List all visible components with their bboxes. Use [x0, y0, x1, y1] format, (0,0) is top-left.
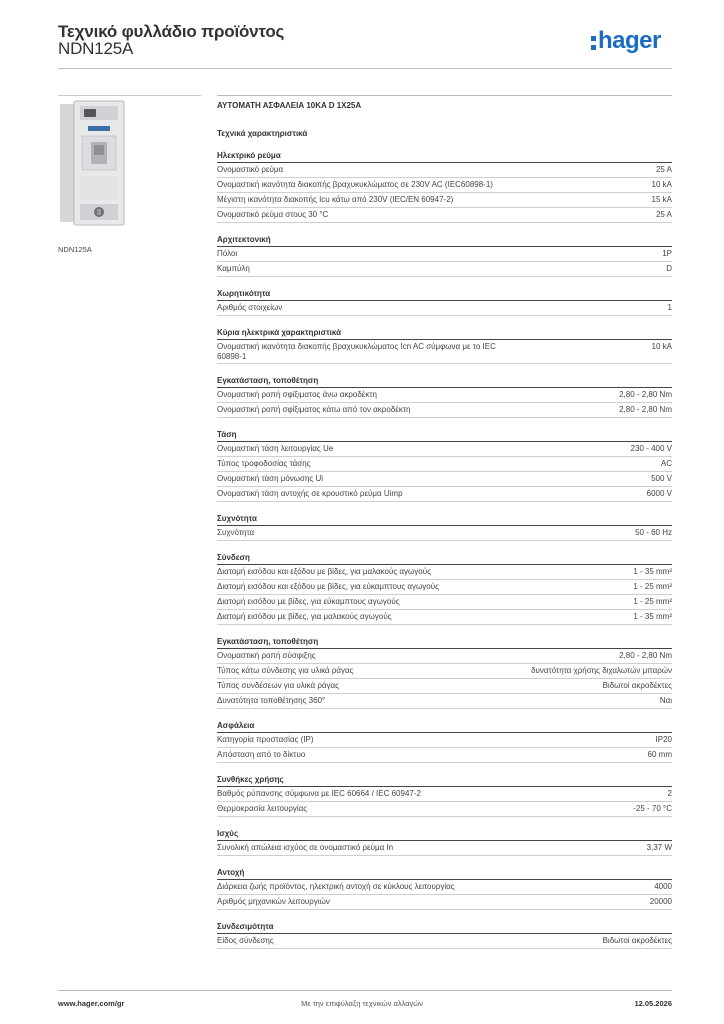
section-title: Συχνότητα: [217, 513, 672, 526]
spec-row: [217, 787, 672, 802]
spec-row: [217, 208, 672, 223]
spec-section: [217, 636, 672, 709]
spec-label: Αριθμός στοιχείων: [217, 303, 283, 312]
spec-row: [217, 880, 672, 895]
spec-row: [217, 733, 672, 748]
spec-section: [217, 552, 672, 625]
spec-section: [217, 150, 672, 223]
spec-main: [217, 95, 672, 949]
spec-row: [217, 595, 672, 610]
spec-label: Διατομή εισόδου με βίδες, για εύκαμπτους αγωγούς: [217, 597, 400, 606]
header-divider: [58, 68, 672, 69]
spec-section: [217, 375, 672, 418]
section-title: Κύρια ηλεκτρικά χαρακτηριστικά: [217, 327, 672, 340]
section-title: Ισχύς: [217, 828, 672, 841]
spec-row: [217, 457, 672, 472]
product-image-svg: [58, 96, 201, 239]
spec-label: Διατομή εισόδου και εξόδου με βίδες, για εύκαμπτους αγωγούς: [217, 582, 439, 591]
spec-row: [217, 679, 672, 694]
spec-label: Ονομαστική ροπή σφίξιματος κάτω από τον ακροδέκτη: [217, 405, 411, 414]
spec-value: Βιδωτοί ακροδέκτες: [602, 681, 672, 690]
spec-value: 50 - 60 Hz: [635, 528, 672, 537]
section-title: Τάση: [217, 429, 672, 442]
spec-value: 10 kA: [651, 342, 672, 351]
spec-label: Ονομαστικό ρεύμα στους 30 °C: [217, 210, 329, 219]
spec-section: [217, 720, 672, 763]
section-title: Σύνδεση: [217, 552, 672, 565]
spec-row: [217, 472, 672, 487]
spec-row: [217, 526, 672, 541]
spec-label: Μέγιστη ικανότητα διακοπής Icu κάτω από 230V (IEC/EN 60947-2): [217, 195, 454, 204]
section-title: Συνδεσιμότητα: [217, 921, 672, 934]
spec-label: Συχνότητα: [217, 528, 255, 537]
document-title: Τεχνικό φυλλάδιο προϊόντος: [58, 22, 285, 41]
spec-label: Συνολική απώλεια ισχύος σε ονομαστικό ρεύμα In: [217, 843, 394, 852]
section-title: Εγκατάσταση, τοποθέτηση: [217, 636, 672, 649]
spec-row: [217, 565, 672, 580]
spec-value: 10 kA: [651, 180, 672, 189]
spec-section: [217, 921, 672, 949]
spec-row: [217, 193, 672, 208]
spec-value: AC: [660, 459, 672, 468]
spec-row: [217, 262, 672, 277]
spec-label: Δυνατότητα τοποθέτησης 360°: [217, 696, 326, 705]
spec-value: Ναι: [659, 696, 672, 705]
spec-value: 1 - 35 mm²: [633, 567, 672, 576]
spec-label: Διατομή εισόδου και εξόδου με βίδες, για μαλακούς αγωγούς: [217, 567, 431, 576]
spec-value: 500 V: [651, 474, 672, 483]
spec-label: Κατηγορία προστασίας (IP): [217, 735, 314, 744]
spec-value: 25 A: [655, 210, 672, 219]
spec-row: [217, 388, 672, 403]
product-code: NDN125A: [58, 39, 134, 58]
spec-label: Είδος σύνδεσης: [217, 936, 274, 945]
spec-section: [217, 867, 672, 910]
spec-label: Αριθμός μηχανικών λειτουργιών: [217, 897, 330, 906]
spec-value: 230 - 400 V: [630, 444, 672, 453]
spec-sections: [217, 150, 672, 949]
footer-divider: [58, 990, 672, 991]
spec-section: [217, 828, 672, 856]
spec-section: [217, 513, 672, 541]
spec-value: 25 A: [655, 165, 672, 174]
spec-label: Ονομαστική ροπή σύσφιξης: [217, 651, 316, 660]
section-title: Χωρητικότητα: [217, 288, 672, 301]
product-description: ΑΥΤΟΜΑΤΗ ΑΣΦΑΛΕΙΑ 10KA D 1X25A: [217, 101, 362, 110]
spec-label: Βαθμός ρύπανσης σύμφωνα με IEC 60664 / IEC 60947-2: [217, 789, 421, 798]
spec-label: Απόσταση από το δίκτυο: [217, 750, 306, 759]
spec-value: 2,80 - 2,80 Nm: [619, 651, 672, 660]
spec-row: [217, 748, 672, 763]
spec-value: 1 - 25 mm²: [633, 597, 672, 606]
spec-row: [217, 580, 672, 595]
product-image-caption: NDN125A: [58, 245, 92, 254]
logo-text: hager: [598, 27, 661, 54]
spec-label: Τύπος συνδέσεων για υλικά ράγας: [217, 681, 339, 690]
main-top-divider: [217, 95, 672, 96]
section-title: Αντοχή: [217, 867, 672, 880]
spec-label: Ονομαστική τάση μόνωσης Ui: [217, 474, 324, 483]
section-title: Συνθήκες χρήσης: [217, 774, 672, 787]
footer-notice: Με την επιφύλαξη τεχνικών αλλαγών: [301, 999, 423, 1008]
spec-row: [217, 895, 672, 910]
spec-section: [217, 327, 672, 364]
spec-value: IP20: [655, 735, 672, 744]
spec-label: Πόλοι: [217, 249, 238, 258]
spec-section: [217, 288, 672, 316]
spec-row: [217, 442, 672, 457]
spec-value: 3,37 W: [646, 843, 672, 852]
spec-row: [217, 610, 672, 625]
section-title: Ηλεκτρικό ρεύμα: [217, 150, 672, 163]
spec-section: [217, 234, 672, 277]
spec-label: Τύπος κάτω σύνδεσης για υλικά ράγας: [217, 666, 354, 675]
spec-value: 2,80 - 2,80 Nm: [619, 405, 672, 414]
spec-value: 1 - 35 mm²: [633, 612, 672, 621]
spec-label: Ονομαστική ροπή σφίξιματος άνω ακροδέκτη: [217, 390, 377, 399]
circuit-breaker-icon: [58, 95, 201, 239]
spec-row: [217, 301, 672, 316]
spec-row: [217, 649, 672, 664]
spec-value: 6000 V: [646, 489, 672, 498]
spec-label: Ονομαστική ικανότητα διακοπής βραχυκυκλώματος Icn AC σύμφωνα με το IEC 60898-1: [217, 342, 496, 361]
footer-website-link[interactable]: www.hager.com/gr: [58, 999, 125, 1008]
spec-row: [217, 841, 672, 856]
spec-label: Ονομαστική τάση λειτουργίας Ue: [217, 444, 334, 453]
spec-label: Διατομή εισόδου με βίδες, για μαλακούς αγωγούς: [217, 612, 392, 621]
spec-value: 15 kA: [651, 195, 672, 204]
logo-dots-icon: [591, 36, 596, 50]
section-title: Ασφάλεια: [217, 720, 672, 733]
spec-value: δυνατότητα χρήσης διχαλωτών μπαρών: [531, 666, 672, 675]
spec-value: D: [666, 264, 672, 273]
spec-value: 1: [667, 303, 672, 312]
spec-row: [217, 247, 672, 262]
spec-row: [217, 340, 672, 364]
spec-row: [217, 694, 672, 709]
spec-section: [217, 429, 672, 502]
spec-row: [217, 934, 672, 949]
spec-row: [217, 487, 672, 502]
spec-row: [217, 403, 672, 418]
footer-date: 12.05.2026: [634, 999, 672, 1008]
section-title: Αρχιτεκτονική: [217, 234, 672, 247]
tech-specs-heading: Τεχνικά χαρακτηριστικά: [217, 129, 308, 138]
hager-logo: [591, 27, 661, 55]
spec-value: 60 mm: [647, 750, 672, 759]
spec-section: [217, 774, 672, 817]
spec-label: Ονομαστικό ρεύμα: [217, 165, 284, 174]
spec-label: Ονομαστική ικανότητα διακοπής βραχυκυκλώματος σε 230V AC (IEC60898-1): [217, 180, 493, 189]
section-title: Εγκατάσταση, τοποθέτηση: [217, 375, 672, 388]
spec-value: 20000: [649, 897, 672, 906]
spec-row: [217, 664, 672, 679]
spec-label: Ονομαστική τάση αντοχής σε κρουστικό ρεύμα Uimp: [217, 489, 403, 498]
spec-row: [217, 163, 672, 178]
spec-value: 2,80 - 2,80 Nm: [619, 390, 672, 399]
spec-value: Βιδωτοί ακροδέκτες: [602, 936, 672, 945]
spec-value: 4000: [654, 882, 672, 891]
spec-value: 2: [667, 789, 672, 798]
spec-value: 1 - 25 mm²: [633, 582, 672, 591]
spec-value: -25 - 70 °C: [633, 804, 672, 813]
spec-row: [217, 178, 672, 193]
spec-label: Καμπύλη: [217, 264, 250, 273]
spec-row: [217, 802, 672, 817]
spec-label: Διάρκεια ζωής προϊόντος, ηλεκτρική αντοχή σε κύκλους λειτουργίας: [217, 882, 455, 891]
spec-value: 1P: [662, 249, 672, 258]
spec-label: Θερμοκρασία λειτουργίας: [217, 804, 308, 813]
spec-label: Τύπος τροφοδοσίας τάσης: [217, 459, 311, 468]
